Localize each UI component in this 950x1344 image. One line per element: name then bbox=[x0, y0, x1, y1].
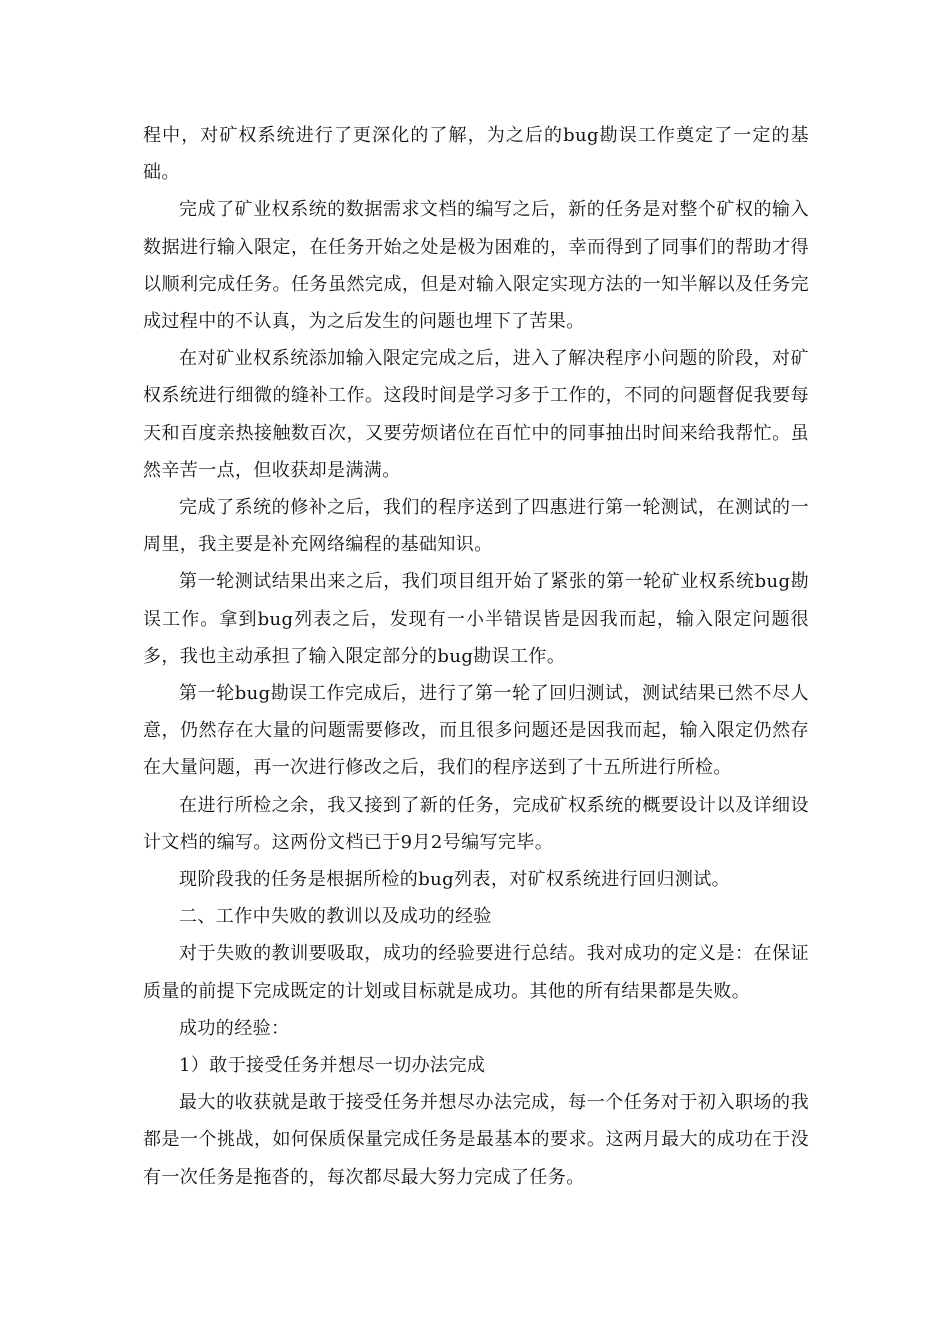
paragraph: 第一轮bug勘误工作完成后，进行了第一轮了回归测试，测试结果已然不尽人意，仍然存在大量的问题需要修改，而且很多问题还是因我而起，输入限定仍然存在大量问题，再一次进行修改之后，我们的程序送到了十五所进行所检。 bbox=[143, 683, 809, 779]
paragraph: 程中，对矿权系统进行了更深化的了解，为之后的bug勘误工作奠定了一定的基础。 bbox=[143, 125, 809, 184]
paragraph: 在对矿业权系统添加输入限定完成之后，进入了解决程序小问题的阶段，对矿权系统进行细微的缝补工作。这段时间是学习多于工作的，不同的问题督促我要每天和百度亲热接触数百次，又要劳烦诸位在百忙中的同事抽出时间来给我帮忙。虽然辛苦一点，但收获却是满满。 bbox=[143, 348, 809, 481]
section-heading: 二、工作中失败的教训以及成功的经验 bbox=[179, 906, 492, 928]
paragraph: 现阶段我的任务是根据所检的bug列表，对矿权系统进行回归测试。 bbox=[179, 869, 731, 891]
paragraph: 对于失败的教训要吸取，成功的经验要进行总结。我对成功的定义是：在保证质量的前提下完成既定的计划或目标就是成功。其他的所有结果都是失败。 bbox=[143, 943, 809, 1002]
paragraph: 第一轮测试结果出来之后，我们项目组开始了紧张的第一轮矿业权系统bug勘误工作。拿到bug列表之后，发现有一小半错误皆是因我而起，输入限定问题很多，我也主动承担了输入限定部分的bug勘误工作。 bbox=[143, 571, 809, 667]
paragraph: 完成了系统的修补之后，我们的程序送到了四惠进行第一轮测试，在测试的一周里，我主要是补充网络编程的基础知识。 bbox=[143, 497, 809, 556]
document-body bbox=[143, 117, 809, 1196]
paragraph: 在进行所检之余，我又接到了新的任务，完成矿权系统的概要设计以及详细设计文档的编写。这两份文档已于9月2号编写完毕。 bbox=[143, 794, 809, 853]
list-item-heading: 1）敢于接受任务并想尽一切办法完成 bbox=[179, 1055, 486, 1077]
paragraph: 完成了矿业权系统的数据需求文档的编写之后，新的任务是对整个矿权的输入数据进行输入限定，在任务开始之处是极为困难的，幸而得到了同事们的帮助才得以顺利完成任务。任务虽然完成，但是对输入限定实现方法的一知半解以及任务完成过程中的不认真，为之后发生的问题也埋下了苦果。 bbox=[143, 199, 809, 333]
paragraph: 最大的收获就是敢于接受任务并想尽办法完成，每一个任务对于初入职场的我都是一个挑战，如何保质保量完成任务是最基本的要求。这两月最大的成功在于没有一次任务是拖沓的，每次都尽最大努力完成了任务。 bbox=[143, 1092, 809, 1188]
subsection-label: 成功的经验： bbox=[179, 1017, 290, 1039]
